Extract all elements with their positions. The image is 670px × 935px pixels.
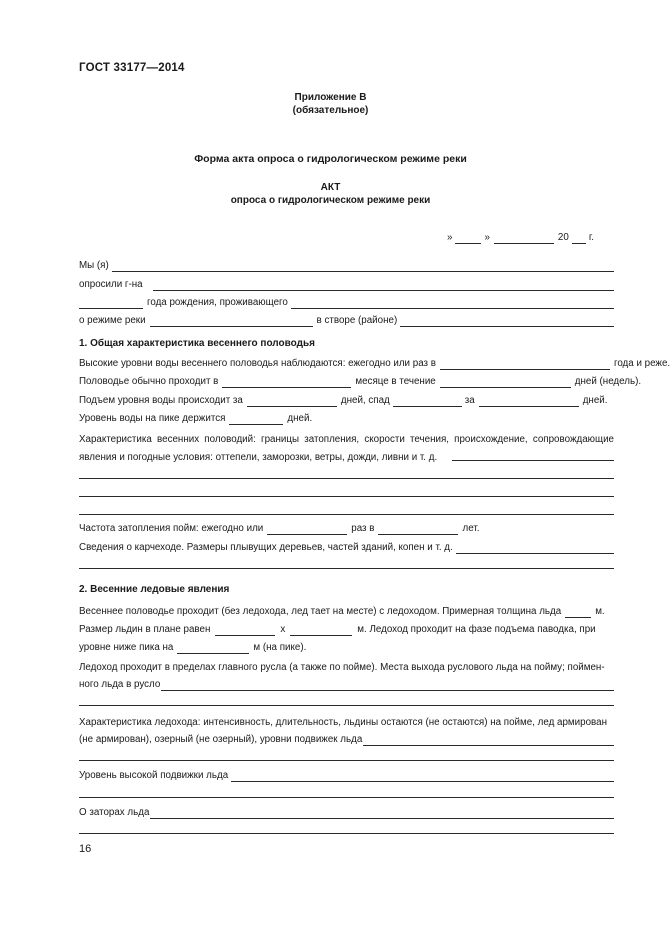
field-flood-days[interactable] [440,377,571,388]
label-ice-shifts: (не армирован), озерный (не озерный), уровни подвижек льда [79,734,363,745]
field-flood-char-4[interactable] [79,514,614,515]
section2-title: 2. Весенние ледовые явления [79,584,230,595]
label-birth: года рождения, проживающего [147,297,288,308]
label-high-levels-end: года и реже. [613,358,670,369]
standard-number: ГОСТ 33177—2014 [79,62,185,74]
label-fall-days: дней. [582,395,608,406]
flood-characteristics-text [79,431,614,467]
label-below-peak-unit: м (на пике). [253,642,307,653]
label-flood-during: месяце в течение [355,376,436,387]
label-frequency: Частота затопления пойм: ежегодно или [79,523,264,534]
label-flood: Половодье обычно проходит в [79,376,219,387]
field-flood-char-2[interactable] [79,478,614,479]
ice-char-text: Характеристика ледохода: интенсивность, длительность, льдины остаются (не остаются) на пойме, лед армирован [79,717,607,728]
field-floodplain-ice[interactable] [161,680,614,691]
field-ice-jams[interactable] [150,808,614,819]
label-ice-jams: О заторах льда [79,807,150,818]
field-karch[interactable] [456,543,614,554]
label-below-peak: уровне ниже пика на [79,642,174,653]
ice-channel-text: Ледоход проходит в пределах главного русла (а также по пойме). Места выхода руслового льда на пойму; поймен- [79,662,605,673]
row-river [79,313,614,327]
row-ice-jams [79,805,614,819]
row-floe-size [79,622,614,636]
field-floodplain-ice-2[interactable] [79,705,614,706]
form-title: Форма акта опроса о гидрологическом режиме реки [194,153,467,165]
row-frequency [79,521,614,535]
label-high-shift: Уровень высокой подвижки льда [79,770,229,781]
label-floodplain-ice: ного льда в русло [79,679,161,690]
label-high-levels: Высокие уровни воды весеннего половодья наблюдаются: ежегодно или раз в [79,358,436,369]
date-quote-close: » [484,232,490,243]
label-floe-x: х [280,624,286,635]
row-we [79,258,614,272]
field-high-shift-2[interactable] [79,797,614,798]
label-floe-size: Размер льдин в плане равен [79,624,211,635]
label-peak: Уровень воды на пике держится [79,413,226,424]
row-floodplain-ice [79,677,614,691]
appendix-status: (обязательное) [292,105,369,116]
field-we[interactable] [112,261,614,272]
field-floe-width[interactable] [215,625,275,636]
field-fall[interactable] [393,396,462,407]
label-ice-thickness-unit: м. [595,606,605,617]
act-title: АКТ [320,182,341,193]
field-river[interactable] [150,316,313,327]
row-ice-thickness [79,604,614,618]
label-asked: опросили г-на [79,279,143,290]
field-peak[interactable] [229,414,283,425]
field-frequency[interactable] [267,524,347,535]
label-section: в створе (районе) [316,315,398,326]
row-rise [79,393,614,407]
flood-characteristics-label: Характеристика весенних половодий: границы затопления, скорости течения, происхождение, сопровождающие явления и погодные условия: оттепели, заморозки, ветры, дожди, ливни и т. д. [79,434,614,463]
label-karch: Сведения о карчеходе. Размеры плывущих деревьев, частей зданий, копен и т. д. [79,542,453,553]
label-frequency-times: раз в [351,523,375,534]
field-ice-thickness[interactable] [565,607,591,618]
label-rise: Подъем уровня воды происходит за [79,395,243,406]
field-flood-month[interactable] [222,377,351,388]
month-field[interactable] [494,233,554,244]
row-birth [79,295,614,309]
row-peak [79,411,614,425]
label-river: о режиме реки [79,315,146,326]
appendix-title: Приложение В [294,92,367,103]
field-asked[interactable] [153,280,614,291]
field-section[interactable] [400,316,614,327]
date-quote-open: » [447,232,453,243]
label-floe-phase: м. Ледоход проходит на фазе подъема паводка, при [357,624,596,635]
row-below-peak [79,640,614,654]
row-karch [79,540,614,554]
row-high-shift [79,768,614,782]
row-asked [79,277,614,291]
date-line [447,230,614,244]
row-ice-shifts [79,732,614,746]
field-floe-length[interactable] [290,625,352,636]
section1-title: 1. Общая характеристика весеннего половодья [79,338,315,349]
label-fall-over: за [464,395,475,406]
field-karch-2[interactable] [79,568,614,569]
field-below-peak[interactable] [177,643,249,654]
year-suffix: г. [588,232,594,243]
label-ice-thickness: Весеннее половодье проходит (без ледохода, лед тает на месте) с ледоходом. Примерная толщина льда [79,606,562,617]
field-frequency-years[interactable] [378,524,458,535]
label-frequency-years: лет. [462,523,480,534]
label-we: Мы (я) [79,260,109,271]
label-fall: дней, спад [340,395,390,406]
label-peak-days: дней. [287,413,313,424]
day-field[interactable] [455,233,481,244]
field-high-levels[interactable] [440,359,610,370]
row-flood [79,374,642,388]
field-birth-year[interactable] [79,298,143,309]
row-high-levels [79,356,670,370]
year-field[interactable] [572,233,586,244]
field-ice-shifts-2[interactable] [79,760,614,761]
field-flood-char-3[interactable] [79,496,614,497]
field-high-shift[interactable] [231,771,614,782]
field-ice-jams-2[interactable] [79,833,614,834]
field-fall-days[interactable] [479,396,579,407]
label-flood-days: дней (недель). [574,376,642,387]
field-residence[interactable] [291,298,614,309]
year-prefix: 20 [557,232,569,243]
act-subtitle: опроса о гидрологическом режиме реки [230,195,431,206]
field-ice-shifts[interactable] [363,735,614,746]
page-number: 16 [79,843,92,855]
field-rise[interactable] [247,396,337,407]
field-flood-char-1[interactable] [452,460,614,461]
